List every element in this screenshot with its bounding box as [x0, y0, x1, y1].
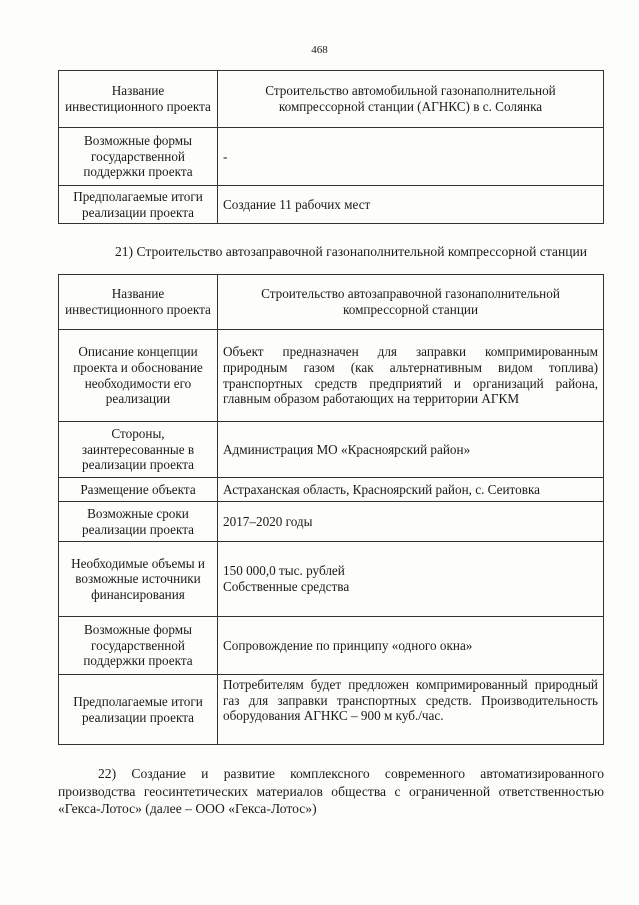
row-label: Возможные сроки реализации проекта — [59, 502, 218, 542]
row-value: Сопровождение по принципу «одного окна» — [218, 617, 604, 675]
section-heading-21: 21) Строительство автозаправочной газонаполнительной компрессорной станции — [114, 244, 588, 259]
page-number: 468 — [311, 44, 328, 56]
row-value: Строительство автомобильной газонаполнительной компрессорной станции (АГНКС) в с. Солянка — [218, 71, 604, 128]
row-value: Администрация МО «Красноярский район» — [218, 422, 604, 478]
row-value: Потребителям будет предложен компримированный природный газ для заправки транспортных средств. Производительность оборудования АГНКС – 900 м куб./час. — [218, 675, 604, 745]
table-row — [59, 675, 604, 745]
row-value: Астраханская область, Красноярский район, с. Сеитовка — [218, 478, 604, 502]
table-row — [59, 422, 604, 478]
section-paragraph-22: 22) Создание и развитие комплексного современного автоматизированного производства геосинтетических материалов общества с ограниченной ответственностью «Гекса-Лотос» (далее – ООО «Гекса-Лотос») — [58, 766, 604, 817]
table-row — [59, 186, 604, 224]
row-label: Стороны, заинтересованные в реализации проекта — [59, 422, 218, 478]
table-row — [59, 128, 604, 186]
row-label: Необходимые объемы и возможные источники финансирования — [59, 542, 218, 617]
row-value: Объект предназначен для заправки компримированным природным газом (как альтернативным видом топлива) транспортных средств предприятий и организаций района, главным образом работающих на территории АГКМ — [218, 330, 604, 422]
table-row — [59, 542, 604, 617]
funding-source: Собственные средства — [223, 579, 350, 594]
row-value: 2017–2020 годы — [218, 502, 604, 542]
row-label: Название инвестиционного проекта — [59, 71, 218, 128]
funding-amount: 150 000,0 тыс. рублей — [223, 563, 345, 579]
table-row — [59, 330, 604, 422]
row-label: Возможные формы государственной поддержки проекта — [59, 128, 218, 186]
row-value: Создание 11 рабочих мест — [218, 186, 604, 224]
project-table-21 — [58, 274, 604, 745]
row-label: Возможные формы государственной поддержки проекта — [59, 617, 218, 675]
table-row — [59, 71, 604, 128]
table-row — [59, 478, 604, 502]
project-table-20 — [58, 70, 604, 224]
table-row — [59, 502, 604, 542]
row-label: Предполагаемые итоги реализации проекта — [59, 186, 218, 224]
row-value: - — [218, 128, 604, 186]
row-value: Строительство автозаправочной газонаполнительной компрессорной станции — [218, 275, 604, 330]
table-row — [59, 275, 604, 330]
row-label: Предполагаемые итоги реализации проекта — [59, 675, 218, 745]
row-label: Описание концепции проекта и обоснование необходимости его реализации — [59, 330, 218, 422]
row-label: Размещение объекта — [59, 478, 218, 502]
row-value — [218, 542, 604, 617]
table-row — [59, 617, 604, 675]
row-label: Название инвестиционного проекта — [59, 275, 218, 330]
